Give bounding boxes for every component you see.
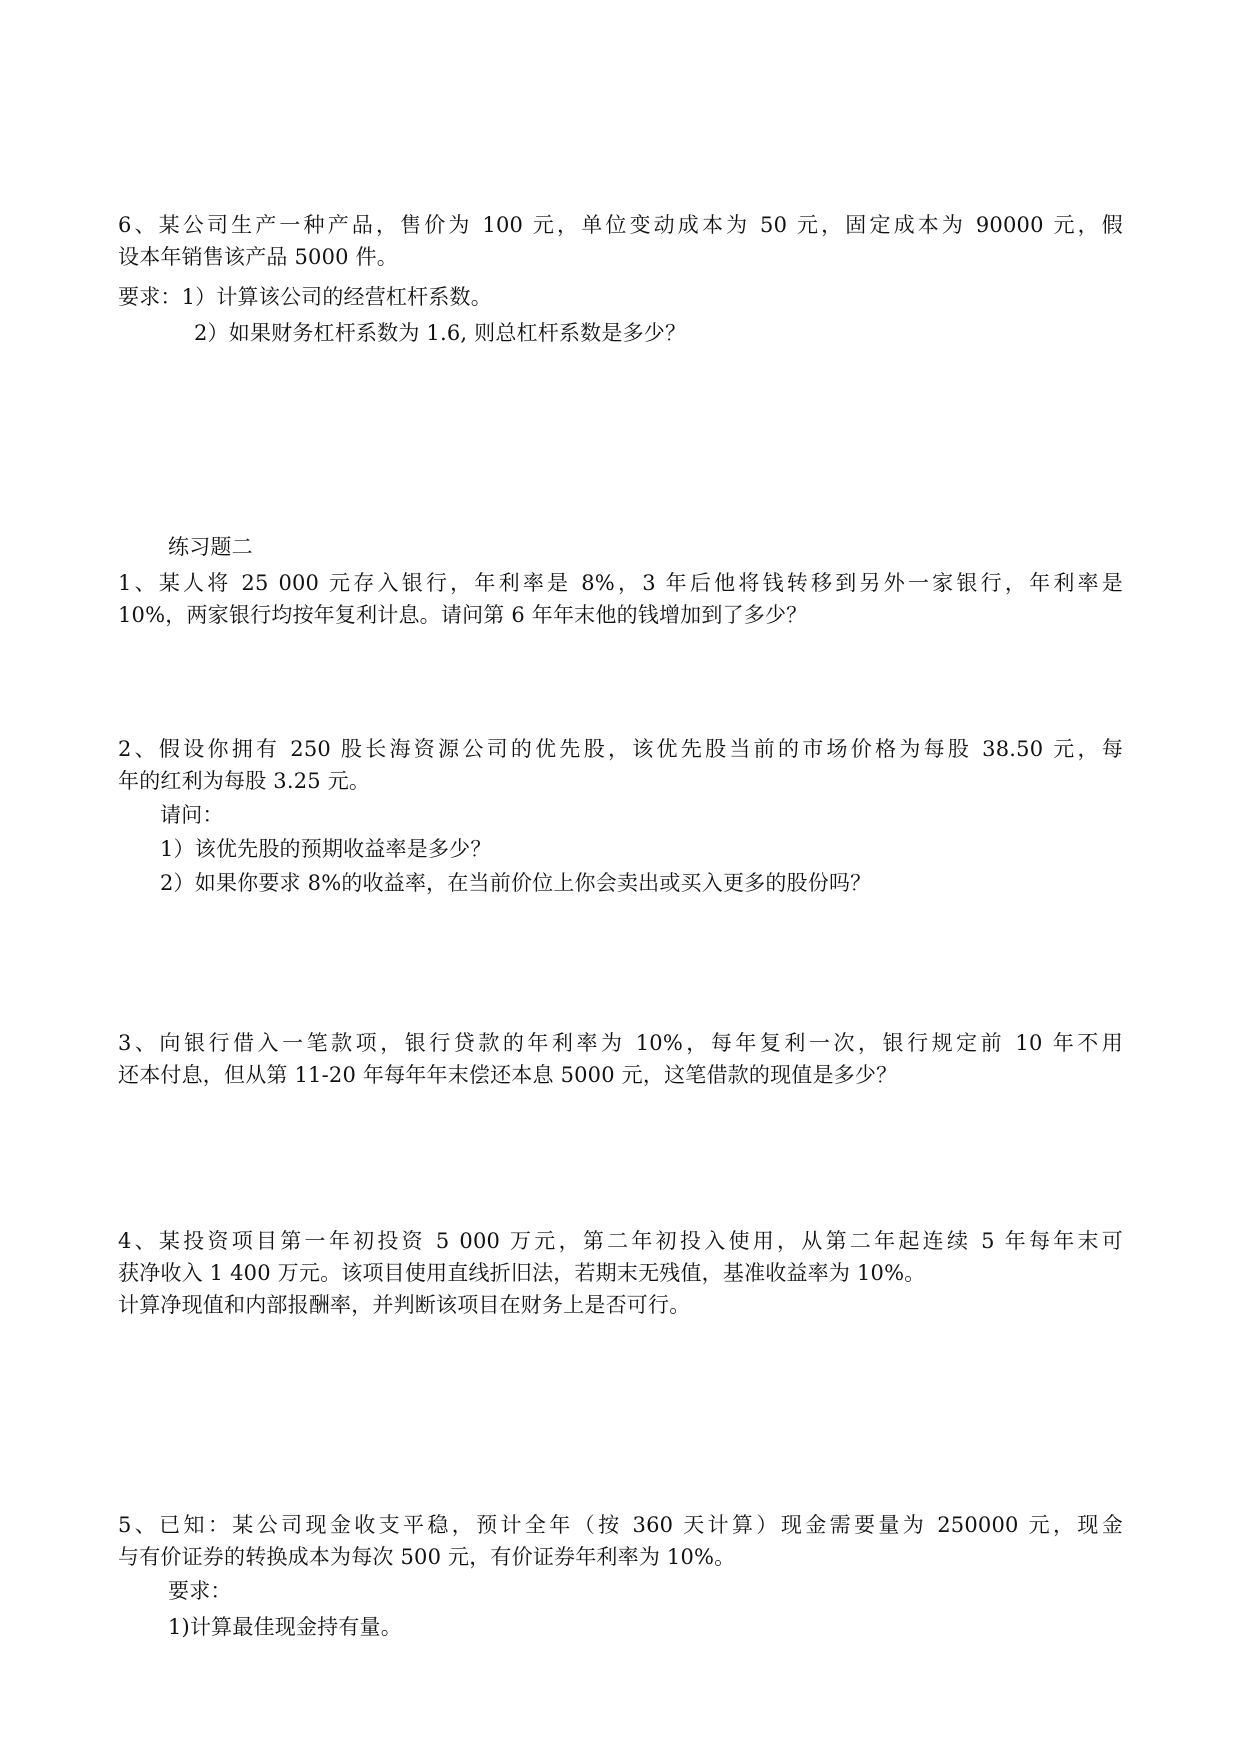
e2-q2-ask: 请问： (160, 803, 224, 827)
e2-q4-line2: 获净收入 1 400 万元。该项目使用直线折旧法，若期末无残值，基准收益率为 10%。 (118, 1261, 926, 1285)
e2-q1-line2: 10%，两家银行均按年复利计息。请问第 6 年年末他的钱增加到了多少？ (118, 603, 808, 627)
e2-q2-line1: 2、假设你拥有 250 股长海资源公司的优先股，该优先股当前的市场价格为每股 38.50 元，每 (118, 737, 1123, 761)
e2-q2-line2: 年的红利为每股 3.25 元。 (118, 769, 371, 793)
q6-line2: 设本年销售该产品 5000 件。 (118, 245, 398, 269)
e2-q5-sub1: 1)计算最佳现金持有量。 (168, 1615, 402, 1639)
q6-requirement-2: 2）如果财务杠杆系数为 1.6, 则总杠杆系数是多少？ (194, 321, 687, 345)
e2-q4-line3: 计算净现值和内部报酬率，并判断该项目在财务上是否可行。 (118, 1293, 691, 1317)
exercise-2-title: 练习题二 (168, 535, 253, 559)
e2-q5-requirement: 要求： (168, 1579, 232, 1603)
e2-q3-line2: 还本付息，但从第 11-20 年每年年末偿还本息 5000 元，这笔借款的现值是多少？ (118, 1063, 898, 1087)
e2-q3-line1: 3、向银行借入一笔款项，银行贷款的年利率为 10%，每年复利一次，银行规定前 10 年不用 (118, 1031, 1123, 1055)
e2-q5-line2: 与有价证券的转换成本为每次 500 元，有价证券年利率为 10%。 (118, 1545, 736, 1569)
e2-q1-line1: 1、某人将 25 000 元存入银行，年利率是 8%，3 年后他将钱转移到另外一家银行，年利率是 (118, 571, 1123, 595)
e2-q4-line1: 4、某投资项目第一年初投资 5 000 万元，第二年初投入使用，从第二年起连续 5 年每年末可 (118, 1229, 1123, 1253)
q6-line1: 6、某公司生产一种产品，售价为 100 元，单位变动成本为 50 元，固定成本为 90000 元，假 (118, 213, 1123, 237)
q6-requirement-1: 要求：1）计算该公司的经营杠杆系数。 (118, 285, 492, 309)
e2-q2-sub1: 1）该优先股的预期收益率是多少？ (160, 837, 492, 861)
e2-q2-sub2: 2）如果你要求 8%的收益率，在当前价位上你会卖出或买入更多的股份吗？ (160, 871, 872, 895)
e2-q5-line1: 5、已知：某公司现金收支平稳，预计全年（按 360 天计算）现金需要量为 250000 元，现金 (118, 1513, 1123, 1537)
